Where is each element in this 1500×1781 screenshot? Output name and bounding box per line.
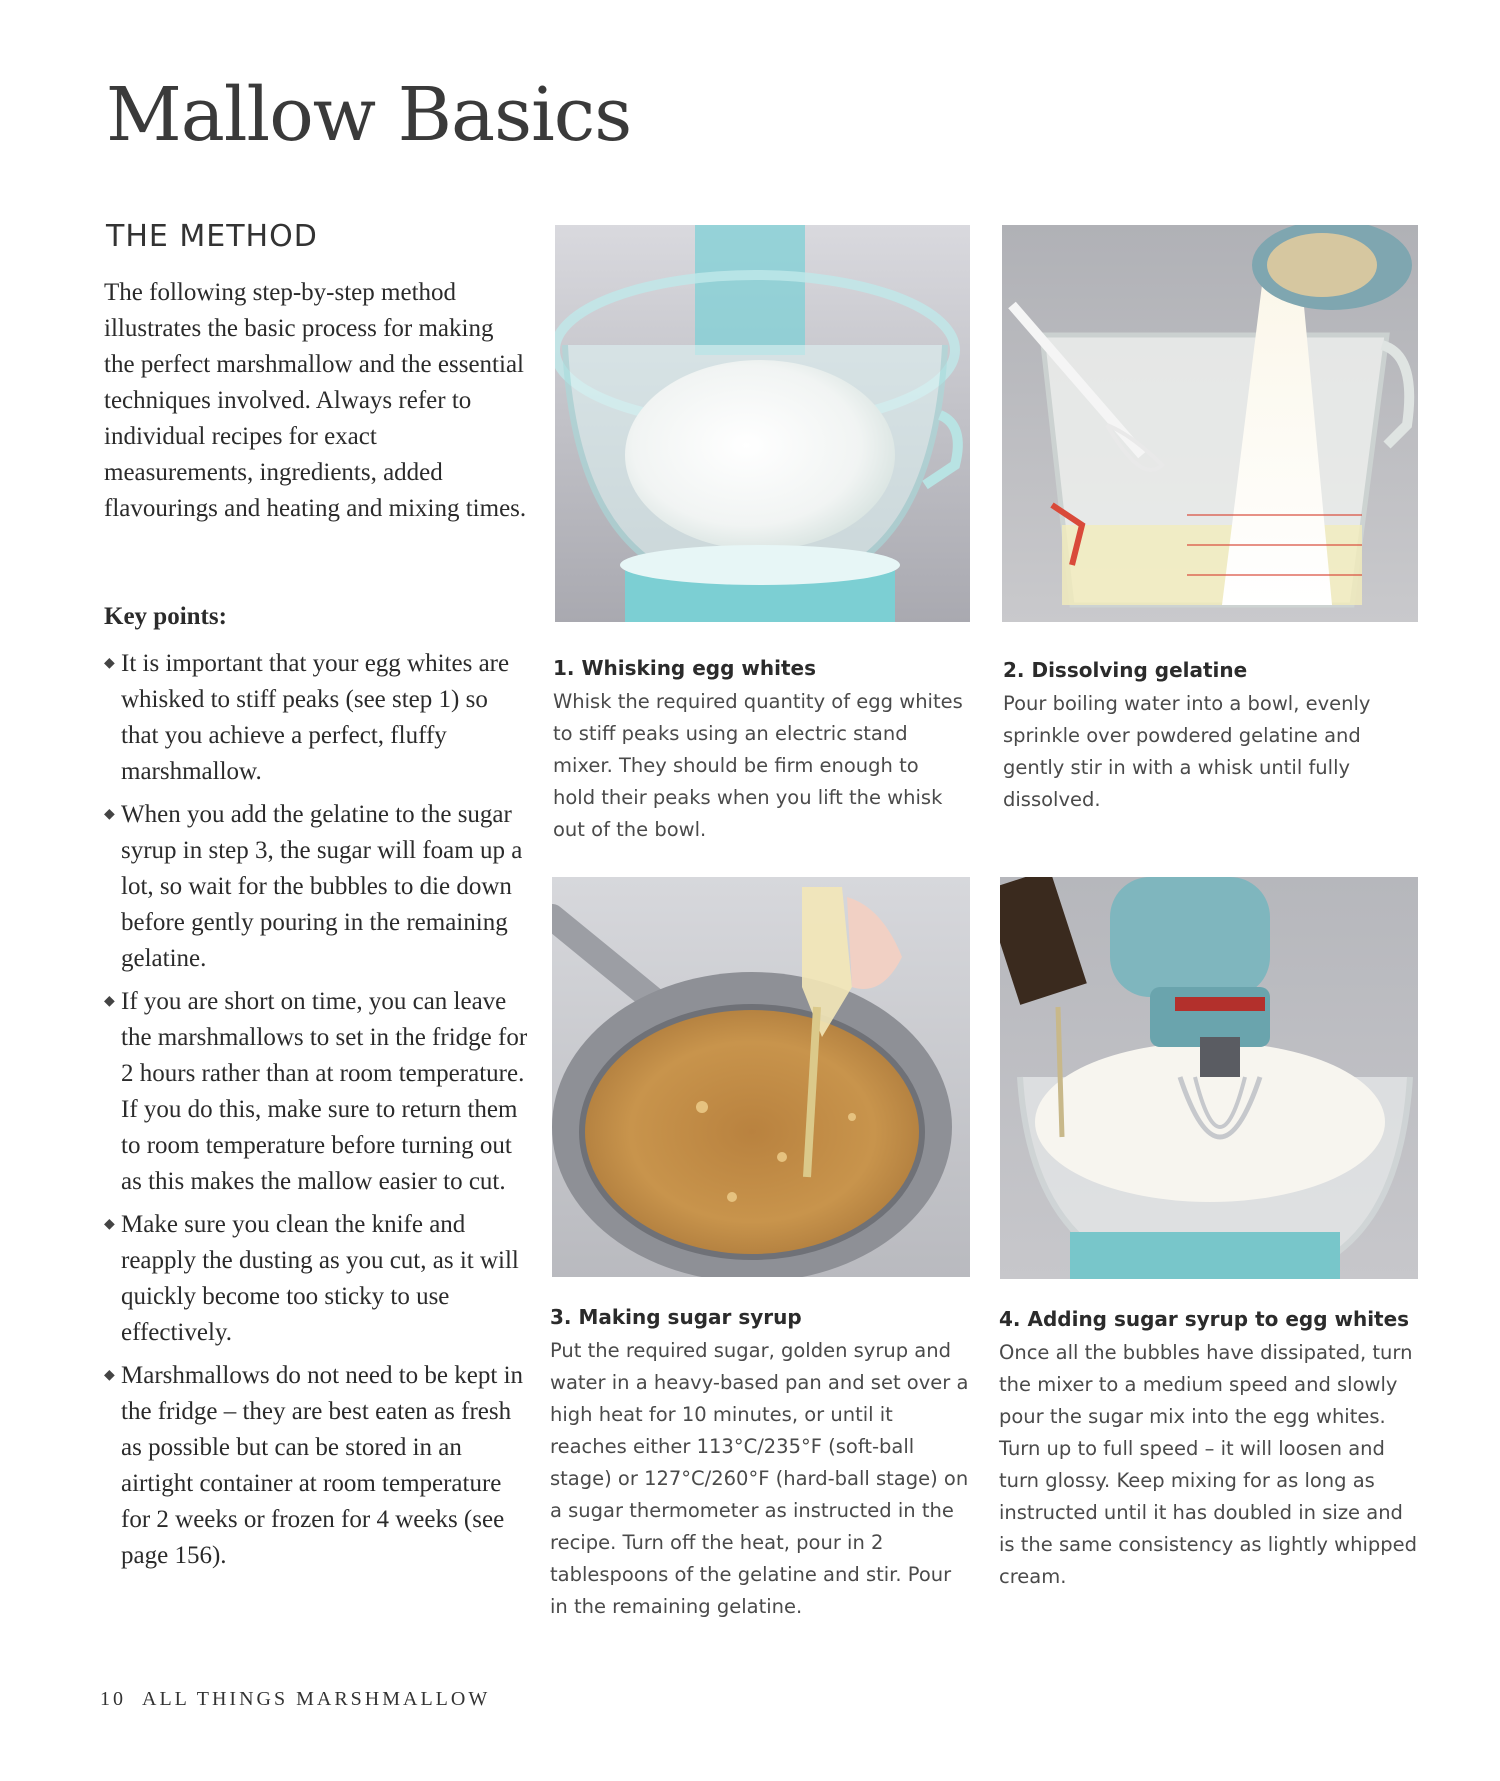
step-4-title: 4. Adding sugar syrup to egg whites [999, 1307, 1410, 1331]
key-point-item [104, 1207, 529, 1351]
key-point-item [104, 646, 529, 790]
book-title: ALL THINGS MARSHMALLOW [142, 1688, 491, 1710]
step-1-photo [555, 225, 970, 622]
key-point-item [104, 797, 529, 977]
step-2-photo [1002, 225, 1418, 622]
stand-mixer-illustration [1000, 877, 1418, 1279]
step-1-title: 1. Whisking egg whites [553, 656, 816, 680]
key-point-text: When you add the gelatine to the sugar syrup in step 3, the sugar will foam up a lot, so wait for the bubbles to die down before gently pouring in the remaining gelatine. [121, 801, 523, 972]
key-point-text: If you are short on time, you can leave the marshmallows to set in the fridge for 2 hours rather than at room temperature. If you do this, make sure to return them to room temperature before turning out as this makes the mallow easier to cut. [121, 988, 528, 1195]
step-2-text: Pour boiling water into a bowl, evenly sprinkle over powdered gelatine and gently stir in with a whisk until fully dissolved. [1003, 692, 1371, 811]
page-footer [100, 1688, 490, 1711]
step-4-photo [1000, 877, 1418, 1279]
bullet-icon: ◆ [104, 1368, 115, 1383]
page-number: 10 [100, 1688, 126, 1710]
key-points-list [104, 646, 529, 1581]
bullet-icon: ◆ [104, 994, 115, 1009]
step-3-title: 3. Making sugar syrup [550, 1305, 802, 1329]
step-1-text: Whisk the required quantity of egg whites to stiff peaks using an electric stand mixer. They should be firm enough to hold their peaks when you lift the whisk out of the bowl. [553, 690, 963, 841]
key-point-item [104, 1358, 529, 1574]
page-title: Mallow Basics [106, 72, 632, 158]
gelatine-jug-illustration [1002, 225, 1418, 622]
bullet-icon: ◆ [104, 1217, 115, 1232]
step-3-text: Put the required sugar, golden syrup and water in a heavy-based pan and set over a high heat for 10 minutes, or until it reaches either 113°C/235°F (soft-ball stage) or 127°C/260°F (hard-ball stage) on a sugar thermometer as instructed in the recipe. Turn off the heat, pour in 2 tablespoons of the gelatine and stir. Pour in the remaining gelatine. [550, 1339, 969, 1618]
egg-whites-bowl-illustration [555, 225, 970, 622]
step-4-text: Once all the bubbles have dissipated, turn the mixer to a medium speed and slowly pour the sugar mix into the egg whites. Turn up to full speed – it will loosen and turn glossy. Keep mixing for as long as instructed until it has doubled in size and is the same consistency as lightly whipped cream. [999, 1341, 1418, 1588]
section-heading: THE METHOD [106, 219, 318, 254]
key-point-text: Make sure you clean the knife and reapply the dusting as you cut, as it will quickly become too sticky to use effectively. [121, 1211, 519, 1346]
intro-paragraph: The following step-by-step method illustrates the basic process for making the perfect marshmallow and the essential techniques involved. Always refer to individual recipes for exact measurements, ingredients, added flavourings and heating and mixing times. [104, 279, 527, 522]
step-2-title: 2. Dissolving gelatine [1003, 658, 1248, 682]
key-point-text: Marshmallows do not need to be kept in the fridge – they are best eaten as fresh as possible but can be stored in an airtight container at room temperature for 2 weeks or frozen for 4 weeks (see page 156). [121, 1362, 524, 1569]
sugar-syrup-pan-illustration [552, 877, 970, 1277]
bullet-icon: ◆ [104, 807, 115, 822]
key-point-text: It is important that your egg whites are whisked to stiff peaks (see step 1) so that you achieve a perfect, fluffy marshmallow. [121, 650, 510, 785]
step-3-photo [552, 877, 970, 1277]
key-points-title: Key points: [104, 603, 227, 630]
bullet-icon: ◆ [104, 656, 115, 671]
key-point-item [104, 984, 529, 1200]
